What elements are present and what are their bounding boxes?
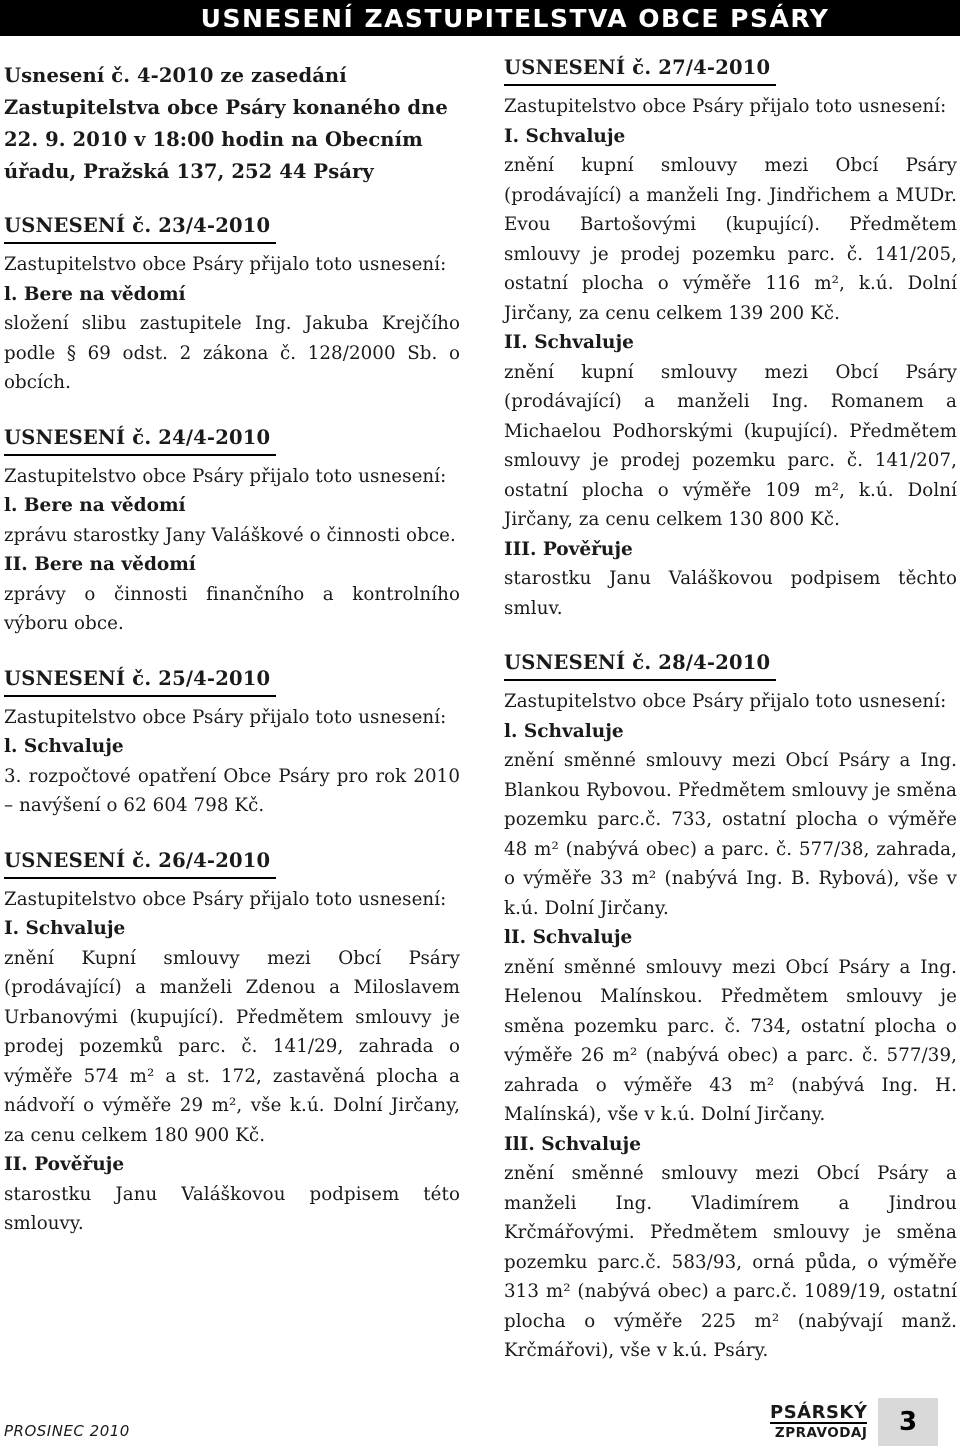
resolution-intro: Zastupitelstvo obce Psáry přijalo toto usnesení: — [504, 691, 947, 712]
item-heading: IlI. Schvaluje — [504, 1133, 641, 1155]
resolution-intro: Zastupitelstvo obce Psáry přijalo toto usnesení: — [4, 254, 447, 275]
item-heading: l. Schvaluje — [504, 720, 624, 742]
item-heading: lI. Schvaluje — [504, 927, 633, 948]
item-heading: II. Pověřuje — [4, 1154, 125, 1175]
logo-line-1: PSÁRSKÝ — [770, 1402, 868, 1423]
item-text: starostku Janu Valáškovou podpisem této smlouvy. — [4, 1183, 460, 1234]
item-heading: III. Pověřuje — [504, 538, 633, 560]
resolution-title: USNESENÍ č. 28/4-2010 — [504, 649, 776, 681]
item-text: znění směnné smlouvy mezi Obcí Psáry a manželi Ing. Vladimírem a Jindrou Krčmářovými. Předmětem smlouvy je směna pozemku parc.č. 583/93, orná půda, o výměře 313 m² (nabývá obec) a parc.č. 1089/19, ostatní plocha o výměře 225 m² (nabývají manž. Krčmářovi), vše v k.ú. Psáry. — [504, 1163, 957, 1361]
resolution-intro: Zastupitelstvo obce Psáry přijalo toto usnesení: — [504, 96, 947, 117]
resolution-intro: Zastupitelstvo obce Psáry přijalo toto usnesení: — [4, 706, 447, 728]
resolution-28 — [504, 649, 957, 1366]
issue-date: PROSINEC 2010 — [4, 1422, 130, 1440]
logo-line-2: ZPRAVODAJ — [774, 1425, 868, 1441]
item-text: 3. rozpočtové opatření Obce Psáry pro rok 2010 – navýšení o 62 604 798 Kč. — [4, 765, 460, 816]
item-text: složení slibu zastupitele Ing. Jakuba Krejčího podle § 69 odst. 2 zákona č. 128/2000 Sb. o obcích. — [4, 313, 460, 393]
item-text: znění kupní smlouvy mezi Obcí Psáry (prodávající) a manželi Ing. Jindřichem a MUDr. Evou Bartošovými (kupující). Předmětem smlouvy je prodej pozemku parc. č. 141/205, ostatní plocha o výměře 116 m², k.ú. Dolní Jirčany, za cenu celkem 139 200 Kč. — [504, 155, 957, 324]
item-text: znění kupní smlouvy mezi Obcí Psáry (prodávající) a manželi Ing. Romanem a Michaelou Podhorskými (kupující). Předmětem smlouvy je prodej pozemku parc. č. 141/207, ostatní plocha o výměře 109 m², k.ú. Dolní Jirčany, za cenu celkem 130 800 Kč. — [504, 361, 957, 530]
resolution-23 — [4, 212, 460, 398]
resolution-title: USNESENÍ č. 27/4-2010 — [504, 54, 776, 86]
item-heading: I. Schvaluje — [4, 918, 126, 939]
item-heading: l. Bere na vědomí — [4, 283, 186, 305]
page-number: 3 — [878, 1398, 938, 1446]
left-column — [4, 54, 460, 1265]
item-text: znění směnné smlouvy mezi Obcí Psáry a Ing. Helenou Malínskou. Předmětem smlouvy je směna pozemku parc. č. 734, ostatní plocha o výměře 26 m² (nabývá obec) a parc. č. 577/39, zahrada o výměře 43 m² (nabývá Ing. H. Malínská), vše v k.ú. Dolní Jirčany. — [504, 956, 957, 1125]
resolution-27 — [504, 54, 957, 623]
meeting-intro: Usnesení č. 4-2010 ze zasedání Zastupitelstva obce Psáry konaného dne 22. 9. 2010 v 18:00 hodin na Obecním úřadu, Pražská 137, 252 44 Psáry — [4, 64, 448, 183]
resolution-24 — [4, 424, 460, 639]
item-text: znění směnné smlouvy mezi Obcí Psáry a Ing. Blankou Rybovou. Předmětem smlouvy je směna pozemku parc.č. 733, ostatní plocha o výměře 48 m² (nabývá obec) a parc. č. 577/38, zahrada, o výměře 33 m² (nabývá Ing. B. Rybová), vše v k.ú. Dolní Jirčany. — [504, 750, 957, 919]
item-heading: l. Schvaluje — [4, 736, 124, 757]
resolution-intro: Zastupitelstvo obce Psáry přijalo toto usnesení: — [4, 888, 447, 910]
resolution-intro: Zastupitelstvo obce Psáry přijalo toto usnesení: — [4, 465, 447, 487]
item-text: zprávy o činnosti finančního a kontrolního výboru obce. — [4, 583, 460, 634]
resolution-title: USNESENÍ č. 25/4-2010 — [4, 665, 276, 697]
resolution-title: USNESENÍ č. 23/4-2010 — [4, 212, 276, 244]
item-heading: I. Schvaluje — [504, 125, 626, 147]
newsletter-logo — [770, 1404, 867, 1442]
item-text: znění Kupní smlouvy mezi Obcí Psáry (prodávající) a manželi Zdenou a Miloslavem Urbanovými (kupující). Předmětem smlouvy je prodej pozemků parc. č. 141/29, zahrada o výměře 574 m² a st. 172, zastavěná plocha a nádvoří o výměře 29 m², vše k.ú. Dolní Jirčany, za cenu celkem 180 900 Kč. — [4, 947, 460, 1146]
item-heading: l. Bere na vědomí — [4, 495, 186, 516]
item-text: starostku Janu Valáškovou podpisem těchto smluv. — [504, 568, 957, 619]
right-column — [504, 54, 957, 1392]
resolution-26 — [4, 847, 460, 1239]
item-text: zprávu starostky Jany Valáškové o činnosti obce. — [4, 524, 456, 546]
resolution-title: USNESENÍ č. 24/4-2010 — [4, 424, 276, 456]
resolution-title: USNESENÍ č. 26/4-2010 — [4, 847, 276, 879]
page-banner: USNESENÍ ZASTUPITELSTVA OBCE PSÁRY — [0, 0, 960, 36]
item-heading: II. Bere na vědomí — [4, 554, 196, 575]
resolution-25 — [4, 665, 460, 821]
item-heading: II. Schvaluje — [504, 332, 634, 353]
